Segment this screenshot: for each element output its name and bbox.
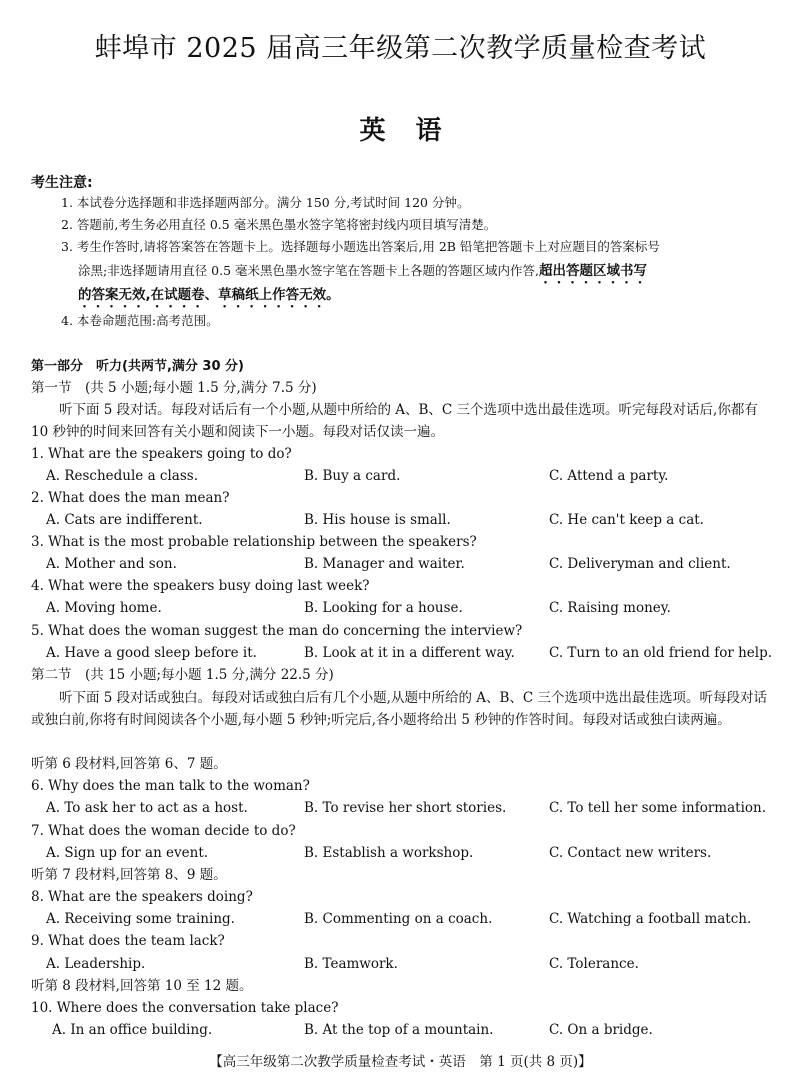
option-c: C. Attend a party. [549,468,669,484]
option-c: C. He can't keep a cat. [549,512,704,528]
option-c: C. Turn to an old friend for help. [549,645,773,661]
option-a: A. Cats are indifferent. [46,512,203,528]
option-b: B. Establish a workshop. [304,845,474,861]
notice-warning-2: 的答案无效,在试题卷、草稿纸上作答无效。 [78,287,340,303]
option-c: C. Deliveryman and client. [549,556,731,572]
question-stem: 6. Why does the man talk to the woman? [31,778,310,794]
option-a: A. Reschedule a class. [46,468,199,484]
option-c: C. Contact new writers. [549,845,712,861]
section2-instructions [31,687,779,731]
notice-item-4: 4. 本卷命题范围:高考范围。 [61,313,219,328]
option-b: B. Commenting on a coach. [304,911,493,927]
section1-instructions-text: 听下面 5 段对话。每段对话后有一个小题,从题中所给的 A、B、C 三个选项中选出最佳选项。听完每段对话后,你都有 10 秒钟的时间来回答有关小题和阅读下一小题。每段对话仅读一遍。 [31,402,758,440]
section2-instructions-text: 听下面 5 段对话或独白。每段对话或独白后有几个小题,从题中所给的 A、B、C 三个选项中选出最佳选项。听每段对话或独白前,你将有时间阅读各个小题,每小题 5 秒钟;听完后,各小题将给出 5 秒钟的作答时间。每段对话或独白读两遍。 [31,690,768,728]
option-b: B. Looking for a house. [304,600,463,616]
option-b: B. His house is small. [304,512,451,528]
option-a: A. Leadership. [46,956,146,972]
option-b: B. Look at it in a different way. [304,645,515,661]
option-a: A. To ask her to act as a host. [46,800,248,816]
notice-warning-1: 超出答题区域书写 [539,263,648,279]
material-8-note: 听第 8 段材料,回答第 10 至 12 题。 [31,978,253,994]
option-c: C. To tell her some information. [549,800,767,816]
question-stem: 8. What are the speakers doing? [31,889,253,905]
notice-item-3-line-1: 3. 考生作答时,请将答案答在答题卡上。选择题每小题选出答案后,用 2B 铅笔把答题卡上对应题目的答案标号 [61,239,660,254]
option-a: A. Sign up for an event. [46,845,209,861]
exam-title: 蚌埠市 2025 届高三年级第二次教学质量检查考试 [94,33,707,64]
question-stem: 10. Where does the conversation take place? [31,1000,339,1016]
option-b: B. Buy a card. [304,468,401,484]
section1-instructions [31,399,779,443]
question-stem: 1. What are the speakers going to do? [31,446,292,462]
question-stem: 3. What is the most probable relationship between the speakers? [31,534,477,550]
option-c: C. Tolerance. [549,956,639,972]
question-stem: 2. What does the man mean? [31,490,230,506]
option-c: C. Raising money. [549,600,671,616]
page-footer: 【高三年级第二次教学质量检查考试・英语 第 1 页(共 8 页)】 [209,1054,592,1070]
part1-heading: 第一部分 听力(共两节,满分 30 分) [31,359,244,374]
option-c: C. On a bridge. [549,1022,653,1038]
option-a: A. In an office building. [52,1022,213,1038]
option-a: A. Receiving some training. [46,911,235,927]
notice-item-1: 1. 本试卷分选择题和非选择题两部分。满分 150 分,考试时间 120 分钟。 [61,195,470,210]
notice-item-3-text: 涂黑;非选择题请用直径 0.5 毫米黑色墨水签字笔在答题卡上各题的答题区域内作答, [78,263,540,278]
option-a: A. Mother and son. [46,556,177,572]
option-b: B. Teamwork. [304,956,398,972]
question-stem: 5. What does the woman suggest the man do concerning the interview? [31,623,523,639]
option-b: B. To revise her short stories. [304,800,507,816]
question-stem: 9. What does the team lack? [31,933,225,949]
option-c: C. Watching a football match. [549,911,752,927]
material-6-note: 听第 6 段材料,回答第 6、7 题。 [31,756,227,772]
question-stem: 4. What were the speakers busy doing last week? [31,578,370,594]
notice-heading: 考生注意: [31,175,93,191]
option-a: A. Have a good sleep before it. [46,645,257,661]
notice-item-3-line-2 [78,260,778,287]
material-7-note: 听第 7 段材料,回答第 8、9 题。 [31,867,227,883]
section1-heading: 第一节 (共 5 小题;每小题 1.5 分,满分 7.5 分) [31,380,317,396]
notice-item-2: 2. 答题前,考生务必用直径 0.5 毫米黑色墨水签字笔将密封线内项目填写清楚。 [61,217,497,232]
question-stem: 7. What does the woman decide to do? [31,823,296,839]
subject-title: 英语 [359,116,472,146]
option-b: B. At the top of a mountain. [304,1022,494,1038]
section2-heading: 第二节 (共 15 小题;每小题 1.5 分,满分 22.5 分) [31,667,334,683]
option-a: A. Moving home. [46,600,162,616]
option-b: B. Manager and waiter. [304,556,465,572]
